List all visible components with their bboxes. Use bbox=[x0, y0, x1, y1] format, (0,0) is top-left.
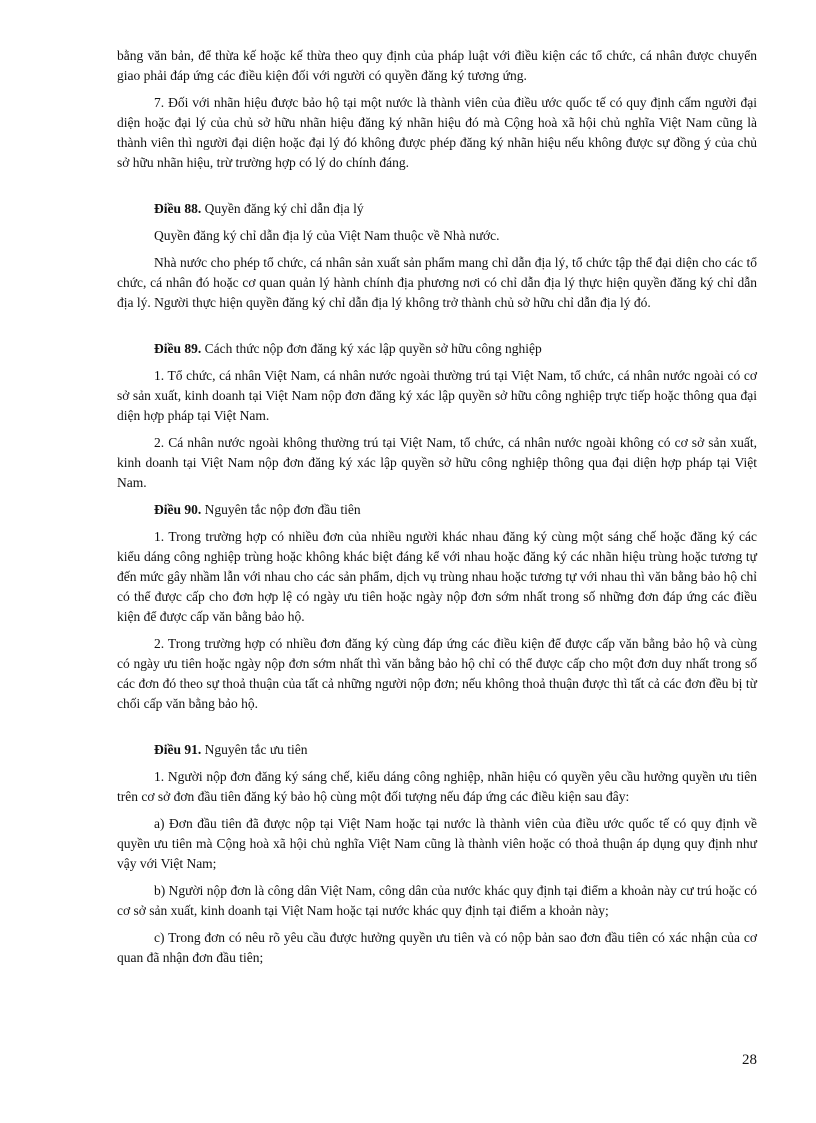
article-91-point-c: c) Trong đơn có nêu rõ yêu cầu được hưởng quyền ưu tiên và có nộp bản sao đơn đầu tiên có xác nhận của cơ quan đã nhận đơn đầu tiên; bbox=[117, 930, 757, 965]
article-91-point-b: b) Người nộp đơn là công dân Việt Nam, công dân của nước khác quy định tại điểm a khoản này cư trú hoặc có cơ sở sản xuất, kinh doanh tại Việt Nam hoặc tại nước khác quy định tại điểm a khoản này; bbox=[117, 883, 757, 918]
article-89-number: Điều 89. bbox=[154, 341, 202, 356]
article-90-title: Nguyên tắc nộp đơn đầu tiên bbox=[201, 502, 361, 517]
article-88-paragraph-2: Nhà nước cho phép tổ chức, cá nhân sản xuất sản phẩm mang chỉ dẫn địa lý, tổ chức tập thể đại diện cho các tổ chức, cá nhân đó hoặc cơ quan quản lý hành chính địa phương nơi có chỉ dẫn địa lý thực hiện quyền đăng ký chỉ dẫn địa lý. Người thực hiện quyền đăng ký chỉ dẫn địa lý không trở thành chủ sở hữu chỉ dẫn địa lý đó. bbox=[117, 255, 757, 310]
article-88-heading bbox=[117, 199, 757, 219]
paragraph-continuation: bằng văn bản, để thừa kế hoặc kế thừa theo quy định của pháp luật với điều kiện các tổ chức, cá nhân được chuyển giao phải đáp ứng các điều kiện đối với người có quyền đăng ký tương ứng. bbox=[117, 48, 757, 83]
article-89-title: Cách thức nộp đơn đăng ký xác lập quyền sở hữu công nghiệp bbox=[201, 341, 542, 356]
article-90-number: Điều 90. bbox=[154, 502, 202, 517]
article-88-title: Quyền đăng ký chỉ dẫn địa lý bbox=[201, 201, 364, 216]
article-91-point-a: a) Đơn đầu tiên đã được nộp tại Việt Nam hoặc tại nước là thành viên của điều ước quốc tế có quy định về quyền ưu tiên mà Cộng hoà xã hội chủ nghĩa Việt Nam cũng là thành viên hoặc có thoả thuận áp dụng quy định như vậy với Việt Nam; bbox=[117, 816, 757, 871]
article-90-paragraph-1: 1. Trong trường hợp có nhiều đơn của nhiều người khác nhau đăng ký cùng một sáng chế hoặc đăng ký các kiểu dáng công nghiệp trùng hoặc không khác biệt đáng kể với nhau hoặc đăng ký các nhãn hiệu trùng hoặc tương tự đến mức gây nhầm lẫn với nhau cho các sản phẩm, dịch vụ trùng nhau hoặc tương tự với nhau thì văn bằng bảo hộ chỉ có thể được cấp cho đơn hợp lệ có ngày ưu tiên hoặc ngày nộp đơn sớm nhất trong số những đơn đáp ứng các điều kiện để được cấp văn bằng bảo hộ. bbox=[117, 529, 757, 624]
article-88-number: Điều 88. bbox=[154, 201, 202, 216]
page-number: 28 bbox=[742, 1052, 757, 1068]
article-91-number: Điều 91. bbox=[154, 742, 202, 757]
article-91-title: Nguyên tắc ưu tiên bbox=[201, 742, 308, 757]
paragraph-clause-7: 7. Đối với nhãn hiệu được bảo hộ tại một nước là thành viên của điều ước quốc tế có quy định cấm người đại diện hoặc đại lý của chủ sở hữu nhãn hiệu đăng ký nhãn hiệu đó mà Cộng hoà xã hội chủ nghĩa Việt Nam cũng là thành viên thì người đại diện hoặc đại lý đó không được phép đăng ký nhãn hiệu nếu không được sự đồng ý của chủ sở hữu nhãn hiệu, trừ trường hợp có lý do chính đáng. bbox=[117, 95, 757, 170]
article-88-paragraph-1: Quyền đăng ký chỉ dẫn địa lý của Việt Nam thuộc về Nhà nước. bbox=[154, 228, 500, 243]
document-page bbox=[117, 46, 757, 975]
article-90-heading bbox=[117, 500, 757, 520]
article-89-heading bbox=[117, 339, 757, 359]
article-90-paragraph-2: 2. Trong trường hợp có nhiều đơn đăng ký cùng đáp ứng các điều kiện để được cấp văn bằng bảo hộ và cùng có ngày ưu tiên hoặc ngày nộp đơn sớm nhất thì văn bằng bảo hộ chỉ có thể được cấp cho một đơn duy nhất trong số các đơn đó theo sự thoả thuận của tất cả những người nộp đơn; nếu không thoả thuận được thì tất cả các đơn đều bị từ chối cấp văn bằng bảo hộ. bbox=[117, 636, 757, 711]
article-91-paragraph-1: 1. Người nộp đơn đăng ký sáng chế, kiểu dáng công nghiệp, nhãn hiệu có quyền yêu cầu hưởng quyền ưu tiên trên cơ sở đơn đầu tiên đăng ký bảo hộ cùng một đối tượng nếu đáp ứng các điều kiện sau đây: bbox=[117, 769, 757, 804]
article-89-paragraph-1: 1. Tổ chức, cá nhân Việt Nam, cá nhân nước ngoài thường trú tại Việt Nam, tổ chức, cá nhân nước ngoài có cơ sở sản xuất, kinh doanh tại Việt Nam nộp đơn đăng ký xác lập quyền sở hữu công nghiệp trực tiếp hoặc thông qua đại diện hợp pháp tại Việt Nam. bbox=[117, 368, 757, 423]
article-91-heading bbox=[117, 740, 757, 760]
article-89-paragraph-2: 2. Cá nhân nước ngoài không thường trú tại Việt Nam, tổ chức, cá nhân nước ngoài không có cơ sở sản xuất, kinh doanh tại Việt Nam nộp đơn đăng ký xác lập quyền sở hữu công nghiệp thông qua đại diện hợp pháp tại Việt Nam. bbox=[117, 435, 757, 490]
